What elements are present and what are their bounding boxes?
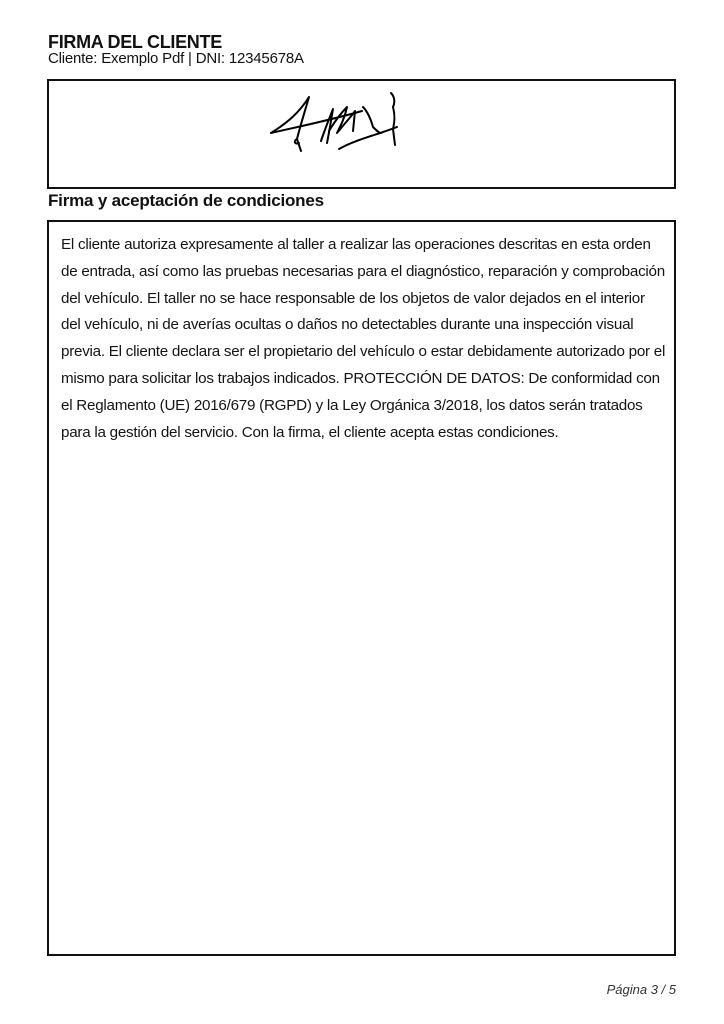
terms-title: Firma y aceptación de condiciones: [48, 191, 324, 210]
page-title: FIRMA DEL CLIENTE: [48, 32, 222, 52]
signature-box: [47, 79, 676, 189]
page-number: Página 3 / 5: [606, 982, 676, 997]
signature-icon: [267, 91, 447, 161]
terms-text: El cliente autoriza expresamente al taller a realizar las operaciones descritas en esta orden de entrada, así como las pruebas necesarias para el diagnóstico, reparación y comprobación del vehículo. El taller no se hace responsable de los objetos de valor dejados en el interior del vehículo, ni de averías ocultas o daños no detectables durante una inspección visual previa. El cliente declara ser el propietario del vehículo o estar debidamente autorizado por el mismo para solicitar los trabajos indicados. PROTECCIÓN DE DATOS: De conformidad con el Reglamento (UE) 2016/679 (RGPD) y la Ley Orgánica 3/2018, los datos serán tratados para la gestión del servicio. Con la firma, el cliente acepta estas condiciones.: [61, 236, 666, 441]
client-info: Cliente: Exemplo Pdf | DNI: 12345678A: [48, 50, 304, 67]
terms-box: [47, 220, 676, 956]
